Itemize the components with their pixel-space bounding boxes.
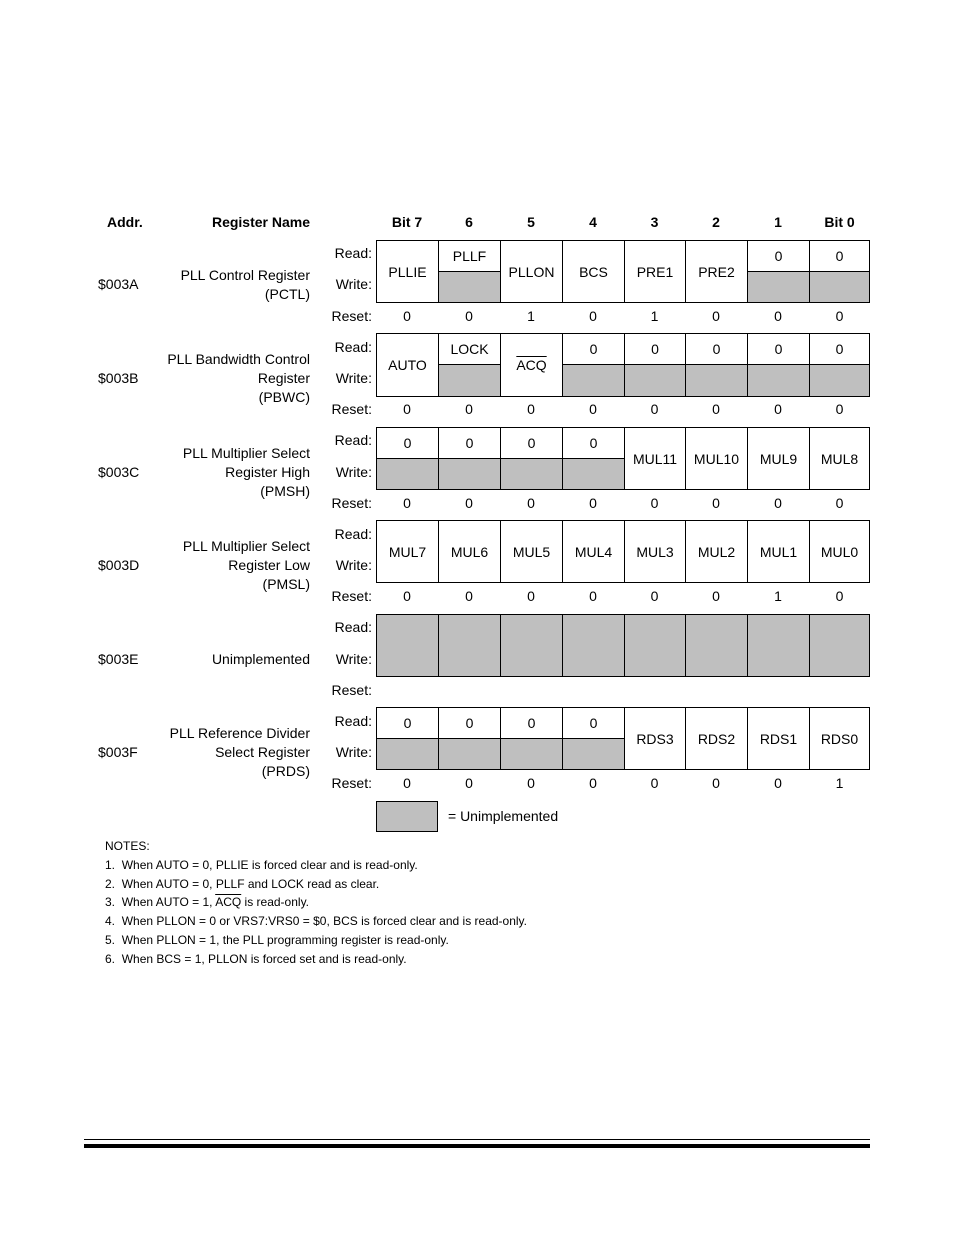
reset-value: 0 <box>527 775 535 791</box>
reset-value: 0 <box>527 401 535 417</box>
bit-cell-mul1: MUL1 <box>747 520 810 583</box>
register-name: (PMSH) <box>260 483 310 499</box>
reset-value: 0 <box>774 775 782 791</box>
bit-cell-read-zero: 0 <box>500 707 563 739</box>
reset-label: Reset: <box>331 682 372 698</box>
write-label: Write: <box>335 276 372 292</box>
reset-value: 0 <box>712 308 720 324</box>
register-name: PLL Reference Divider <box>169 725 310 741</box>
bit4-header: 4 <box>589 214 597 230</box>
register-name: PLL Control Register <box>180 267 310 283</box>
reset-value: 0 <box>403 588 411 604</box>
unimplemented-cell <box>747 271 810 303</box>
reset-value: 0 <box>403 401 411 417</box>
reset-value: 0 <box>465 401 473 417</box>
bit-cell-mul6: MUL6 <box>438 520 501 583</box>
bit-cell-read-zero: 0 <box>747 240 810 272</box>
reset-value: 1 <box>835 775 844 791</box>
bit-cell-read-zero: 0 <box>376 707 439 739</box>
bit-cell-rds3: RDS3 <box>624 707 686 770</box>
note-item: 1. When AUTO = 0, PLLIE is forced clear and is read-only. <box>105 857 418 872</box>
bit-cell-pllon: PLLON <box>500 240 563 303</box>
bit-cell-pre1: PRE1 <box>624 240 686 303</box>
acq-label: $\overline{ACQ}$ <box>516 357 547 373</box>
bit-cell-mul3: MUL3 <box>624 520 686 583</box>
reset-value: 0 <box>589 588 597 604</box>
reset-label: Reset: <box>331 401 372 417</box>
footer-rule-thick <box>84 1144 870 1148</box>
register-name: Select Register <box>215 744 310 760</box>
unimplemented-cell <box>500 738 563 770</box>
reset-value: 0 <box>465 495 473 511</box>
bit-cell-mul0: MUL0 <box>809 520 870 583</box>
reset-value: 0 <box>589 775 597 791</box>
reset-value: 0 <box>650 401 659 417</box>
reset-value: 0 <box>527 588 535 604</box>
register-addr: $003B <box>98 370 139 386</box>
register-name: PLL Multiplier Select <box>182 445 310 461</box>
reset-value: 0 <box>774 401 782 417</box>
register-addr: $003A <box>98 276 139 292</box>
bit-cell-read-zero: 0 <box>562 333 625 365</box>
footer-rule-thin <box>84 1139 870 1140</box>
bit-cell-pllf: PLLF <box>438 240 501 272</box>
unimplemented-cell <box>500 458 563 490</box>
reset-value: 0 <box>835 495 844 511</box>
bit-cell-acq <box>500 333 563 397</box>
bit-cell-mul8: MUL8 <box>809 427 870 490</box>
note-item: 4. When PLLON = 0 or VRS7:VRS0 = $0, BCS is forced clear and is read-only. <box>105 914 527 929</box>
bit-cell-mul7: MUL7 <box>376 520 439 583</box>
bit5-header: 5 <box>527 214 535 230</box>
addr-header: Addr. <box>107 214 143 230</box>
bit-cell-read-zero: 0 <box>809 333 870 365</box>
reset-value: 0 <box>403 495 411 511</box>
register-name: (PMSL) <box>262 576 310 592</box>
read-label: Read: <box>334 619 372 635</box>
reset-label: Reset: <box>331 588 372 604</box>
reset-value: 0 <box>589 495 597 511</box>
unimplemented-cell <box>562 458 625 490</box>
read-label: Read: <box>334 245 372 261</box>
reset-value: 0 <box>712 495 720 511</box>
bit7-header: Bit 7 <box>391 214 423 230</box>
reset-value: 0 <box>774 308 782 324</box>
bit-cell-mul10: MUL10 <box>685 427 748 490</box>
reset-value: 0 <box>403 775 411 791</box>
bit-cell-auto: AUTO <box>376 333 439 397</box>
reset-value: 0 <box>527 495 535 511</box>
reset-value: 0 <box>712 775 720 791</box>
bit-cell-mul9: MUL9 <box>747 427 810 490</box>
register-name: Register Low <box>228 557 310 573</box>
read-label: Read: <box>334 713 372 729</box>
register-name-header: Register Name <box>211 214 310 230</box>
bit-cell-read-zero: 0 <box>747 333 810 365</box>
legend-swatch <box>376 801 438 832</box>
reset-label: Reset: <box>331 308 372 324</box>
unimplemented-cell <box>438 458 501 490</box>
register-addr: $003C <box>98 464 140 480</box>
read-label: Read: <box>334 339 372 355</box>
note-item: 2. When AUTO = 0, PLLF and LOCK read as clear. <box>105 876 380 891</box>
bit-cell-mul4: MUL4 <box>562 520 625 583</box>
bit-cell-read-zero: 0 <box>438 707 501 739</box>
register-name: (PCTL) <box>264 286 310 302</box>
unimplemented-cell <box>809 364 870 397</box>
write-label: Write: <box>335 744 372 760</box>
unimplemented-cell <box>809 614 870 677</box>
note-item: 5. When PLLON = 1, the PLL programming register is read-only. <box>105 932 449 947</box>
register-name: PLL Multiplier Select <box>182 538 310 554</box>
bit-cell-mul5: MUL5 <box>500 520 563 583</box>
reset-value: 0 <box>712 401 720 417</box>
unimplemented-cell <box>438 364 501 397</box>
unimplemented-cell <box>747 614 810 677</box>
register-name: (PBWC) <box>258 389 310 405</box>
reset-value: 0 <box>465 775 473 791</box>
bit-cell-mul2: MUL2 <box>685 520 748 583</box>
unimplemented-cell <box>562 364 625 397</box>
reset-value: 0 <box>835 308 844 324</box>
register-name: Register <box>257 370 310 386</box>
bit-cell-read-zero: 0 <box>624 333 686 365</box>
bit-cell-read-zero: 0 <box>376 427 439 459</box>
register-addr: $003D <box>98 557 140 573</box>
reset-value: 0 <box>403 308 411 324</box>
bit0-header: Bit 0 <box>824 214 855 230</box>
bit-cell-pre2: PRE2 <box>685 240 748 303</box>
bit-cell-read-zero: 0 <box>500 427 563 459</box>
reset-value: 0 <box>835 588 844 604</box>
bit3-header: 3 <box>650 214 659 230</box>
reset-value: 0 <box>465 588 473 604</box>
reset-value: 0 <box>712 588 720 604</box>
bit-cell-bcs: BCS <box>562 240 625 303</box>
register-name: PLL Bandwidth Control <box>167 351 310 367</box>
unimplemented-cell <box>685 614 748 677</box>
unimplemented-cell <box>685 364 748 397</box>
reset-value: 0 <box>650 775 659 791</box>
bit2-header: 2 <box>712 214 720 230</box>
unimplemented-cell <box>809 271 870 303</box>
unimplemented-cell <box>562 614 625 677</box>
unimplemented-cell <box>747 364 810 397</box>
bit-cell-read-zero: 0 <box>438 427 501 459</box>
unimplemented-cell <box>376 614 439 677</box>
acq-overline-text: $\overline{ACQ}$ <box>215 895 242 910</box>
bit-cell-read-zero: 0 <box>562 707 625 739</box>
reset-value: 0 <box>589 308 597 324</box>
bit-cell-pllie: PLLIE <box>376 240 439 303</box>
register-name: Unimplemented <box>211 651 310 667</box>
unimplemented-cell <box>376 738 439 770</box>
register-name: (PRDS) <box>261 763 310 779</box>
reset-value: 0 <box>650 588 659 604</box>
register-addr: $003E <box>98 651 139 667</box>
unimplemented-cell <box>500 614 563 677</box>
reset-value: 1 <box>774 588 782 604</box>
reset-value: 0 <box>589 401 597 417</box>
write-label: Write: <box>335 651 372 667</box>
reset-value: 0 <box>774 495 782 511</box>
bit-cell-rds0: RDS0 <box>809 707 870 770</box>
write-label: Write: <box>335 370 372 386</box>
unimplemented-cell <box>376 458 439 490</box>
bit6-header: 6 <box>465 214 473 230</box>
bit-cell-read-zero: 0 <box>809 240 870 272</box>
reset-value: 1 <box>527 308 535 324</box>
reset-value: 0 <box>465 308 473 324</box>
bit-cell-mul11: MUL11 <box>624 427 686 490</box>
reset-label: Reset: <box>331 495 372 511</box>
unimplemented-cell <box>624 614 686 677</box>
bit-cell-rds1: RDS1 <box>747 707 810 770</box>
bit-cell-lock: LOCK <box>438 333 501 365</box>
legend-label: = Unimplemented <box>448 808 559 824</box>
note-item: 3. When AUTO = 1, $\overline{ACQ}$ is read-only. <box>105 895 310 910</box>
register-name: Register High <box>225 464 310 480</box>
bit-cell-read-zero: 0 <box>685 333 748 365</box>
note-item: 6. When BCS = 1, PLLON is forced set and is read-only. <box>105 951 407 966</box>
write-label: Write: <box>335 557 372 573</box>
unimplemented-cell <box>562 738 625 770</box>
reset-value: 1 <box>650 308 659 324</box>
reset-label: Reset: <box>331 775 372 791</box>
read-label: Read: <box>334 432 372 448</box>
unimplemented-cell <box>438 271 501 303</box>
unimplemented-cell <box>624 364 686 397</box>
bit-cell-rds2: RDS2 <box>685 707 748 770</box>
read-label: Read: <box>334 526 372 542</box>
unimplemented-cell <box>438 738 501 770</box>
notes-section <box>105 837 527 969</box>
reset-value: 0 <box>650 495 659 511</box>
bit-cell-read-zero: 0 <box>562 427 625 459</box>
reset-value: 0 <box>835 401 844 417</box>
notes-title: NOTES: <box>105 839 150 853</box>
bit1-header: 1 <box>774 214 782 230</box>
unimplemented-cell <box>438 614 501 677</box>
write-label: Write: <box>335 464 372 480</box>
register-addr: $003F <box>98 744 138 760</box>
